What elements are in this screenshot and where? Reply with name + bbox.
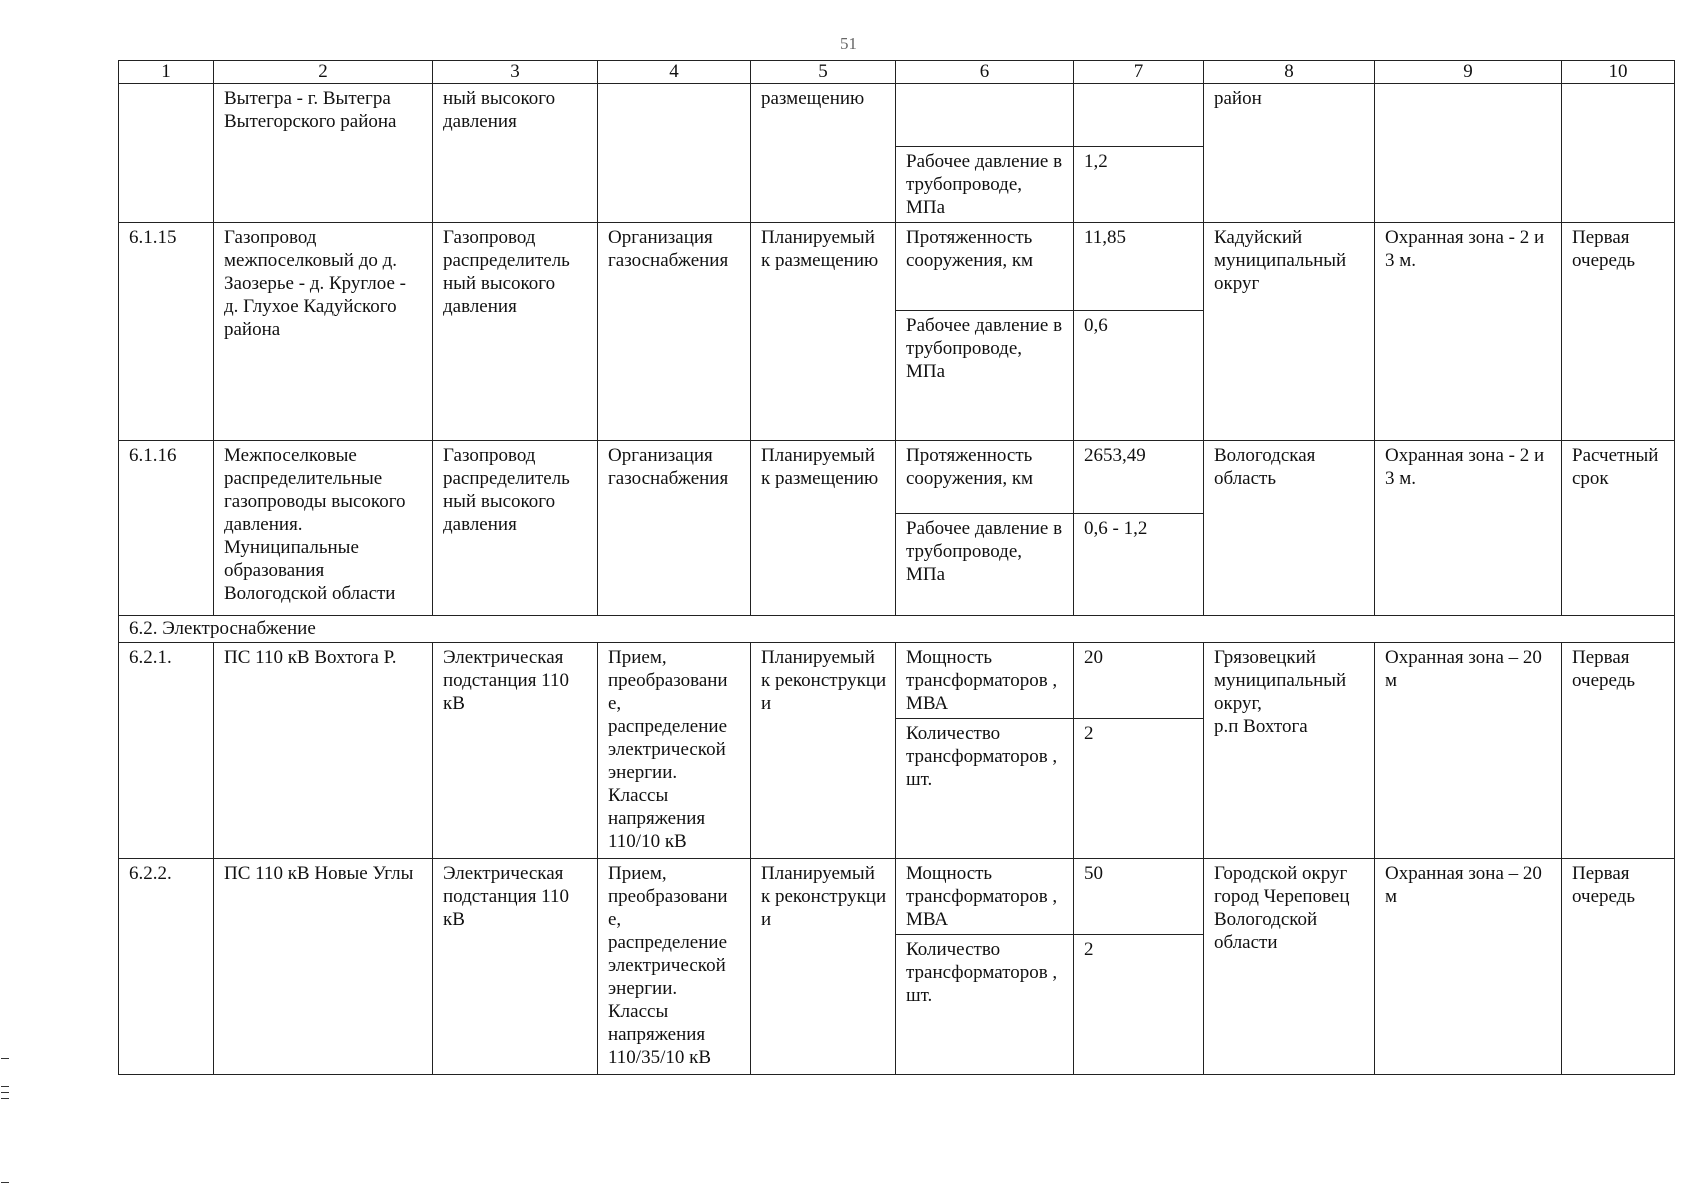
margin-mark — [1, 1098, 9, 1099]
cell-num: 6.1.15 — [119, 223, 214, 441]
header-cell: 1 — [119, 61, 214, 84]
cell-type: ный высокого давления — [433, 84, 598, 223]
margin-mark — [1, 1092, 9, 1093]
header-cell: 3 — [433, 61, 598, 84]
cell-param1-value: 20 — [1074, 643, 1204, 719]
cell-purpose — [598, 84, 751, 223]
table-row — [119, 223, 1675, 311]
cell-location: Кадуйский муниципальный округ — [1204, 223, 1375, 441]
cell-location: Вологодская область — [1204, 441, 1375, 616]
cell-purpose: Прием, преобразовани е, распределение электрической энергии. Классы напряжения 110/10 кВ — [598, 643, 751, 859]
cell-term: Первая очередь — [1562, 643, 1675, 859]
cell-purpose: Организация газоснабжения — [598, 441, 751, 616]
table-row — [119, 441, 1675, 514]
cell-location: район — [1204, 84, 1375, 223]
cell-location: Городской округ город Череповец Вологодской области — [1204, 859, 1375, 1075]
cell-zone: Охранная зона – 20 м — [1375, 859, 1562, 1075]
cell-zone: Охранная зона - 2 и 3 м. — [1375, 223, 1562, 441]
cell-zone: Охранная зона - 2 и 3 м. — [1375, 441, 1562, 616]
cell-param1-label: Протяженность сооружения, км — [896, 441, 1074, 514]
cell-num: 6.2.1. — [119, 643, 214, 859]
cell-param2-value: 0,6 - 1,2 — [1074, 514, 1204, 616]
cell-param1-label: Протяженность сооружения, км — [896, 223, 1074, 311]
cell-param1-value: 50 — [1074, 859, 1204, 935]
cell-param1-value — [1074, 84, 1204, 147]
cell-param2-value: 0,6 — [1074, 311, 1204, 441]
cell-param2-label: Рабочее давление в трубопроводе, МПа — [896, 311, 1074, 441]
cell-param1-label: Мощность трансформаторов , МВА — [896, 643, 1074, 719]
cell-term — [1562, 84, 1675, 223]
page-number: 51 — [840, 34, 857, 53]
cell-zone — [1375, 84, 1562, 223]
cell-param2-label: Количество трансформаторов , шт. — [896, 719, 1074, 859]
cell-status: Планируемый к реконструкци и — [751, 859, 896, 1075]
cell-location: Грязовецкий муниципальный округ, р.п Вохтога — [1204, 643, 1375, 859]
cell-type: Электрическая подстанция 110 кВ — [433, 643, 598, 859]
header-cell: 10 — [1562, 61, 1675, 84]
cell-num: 6.1.16 — [119, 441, 214, 616]
cell-param2-label: Количество трансформаторов , шт. — [896, 935, 1074, 1075]
cell-status: Планируемый к размещению — [751, 441, 896, 616]
cell-param1-label — [896, 84, 1074, 147]
cell-param2-value: 2 — [1074, 935, 1204, 1075]
header-cell: 5 — [751, 61, 896, 84]
cell-name: Газопровод межпоселковый до д. Заозерье - д. Круглое - д. Глухое Кадуйского района — [214, 223, 433, 441]
cell-type: Газопровод распределитель ный высокого давления — [433, 223, 598, 441]
header-cell: 2 — [214, 61, 433, 84]
header-cell: 9 — [1375, 61, 1562, 84]
cell-param2-value: 2 — [1074, 719, 1204, 859]
margin-mark — [1, 1182, 9, 1183]
cell-term: Первая очередь — [1562, 859, 1675, 1075]
cell-name: ПС 110 кВ Новые Углы — [214, 859, 433, 1075]
header-cell: 6 — [896, 61, 1074, 84]
cell-name: Вытегра - г. Вытегра Вытегорского района — [214, 84, 433, 223]
cell-type: Газопровод распределитель ный высокого давления — [433, 441, 598, 616]
margin-mark — [1, 1086, 9, 1087]
table-row — [119, 643, 1675, 719]
header-cell: 7 — [1074, 61, 1204, 84]
margin-mark — [1, 1058, 9, 1059]
cell-status: размещению — [751, 84, 896, 223]
header-cell: 8 — [1204, 61, 1375, 84]
cell-status: Планируемый к реконструкци и — [751, 643, 896, 859]
header-cell: 4 — [598, 61, 751, 84]
cell-purpose: Организация газоснабжения — [598, 223, 751, 441]
cell-name: Межпоселковые распределительные газопроводы высокого давления. Муниципальные образования Вологодской области — [214, 441, 433, 616]
cell-param2-label: Рабочее давление в трубопроводе, МПа — [896, 147, 1074, 223]
projects-table — [118, 60, 1675, 1075]
table-row — [119, 84, 1675, 147]
table-row — [119, 859, 1675, 935]
cell-num — [119, 84, 214, 223]
cell-param2-value: 1,2 — [1074, 147, 1204, 223]
cell-purpose: Прием, преобразовани е, распределение электрической энергии. Классы напряжения 110/35/10 кВ — [598, 859, 751, 1075]
cell-param1-value: 11,85 — [1074, 223, 1204, 311]
section-row — [119, 616, 1675, 643]
cell-status: Планируемый к размещению — [751, 223, 896, 441]
cell-num: 6.2.2. — [119, 859, 214, 1075]
header-row — [119, 61, 1675, 84]
cell-param1-label: Мощность трансформаторов , МВА — [896, 859, 1074, 935]
cell-param1-value: 2653,49 — [1074, 441, 1204, 514]
cell-type: Электрическая подстанция 110 кВ — [433, 859, 598, 1075]
section-title: 6.2. Электроснабжение — [119, 616, 1675, 643]
cell-zone: Охранная зона – 20 м — [1375, 643, 1562, 859]
cell-param2-label: Рабочее давление в трубопроводе, МПа — [896, 514, 1074, 616]
cell-term: Расчетный срок — [1562, 441, 1675, 616]
cell-term: Первая очередь — [1562, 223, 1675, 441]
cell-name: ПС 110 кВ Вохтога Р. — [214, 643, 433, 859]
